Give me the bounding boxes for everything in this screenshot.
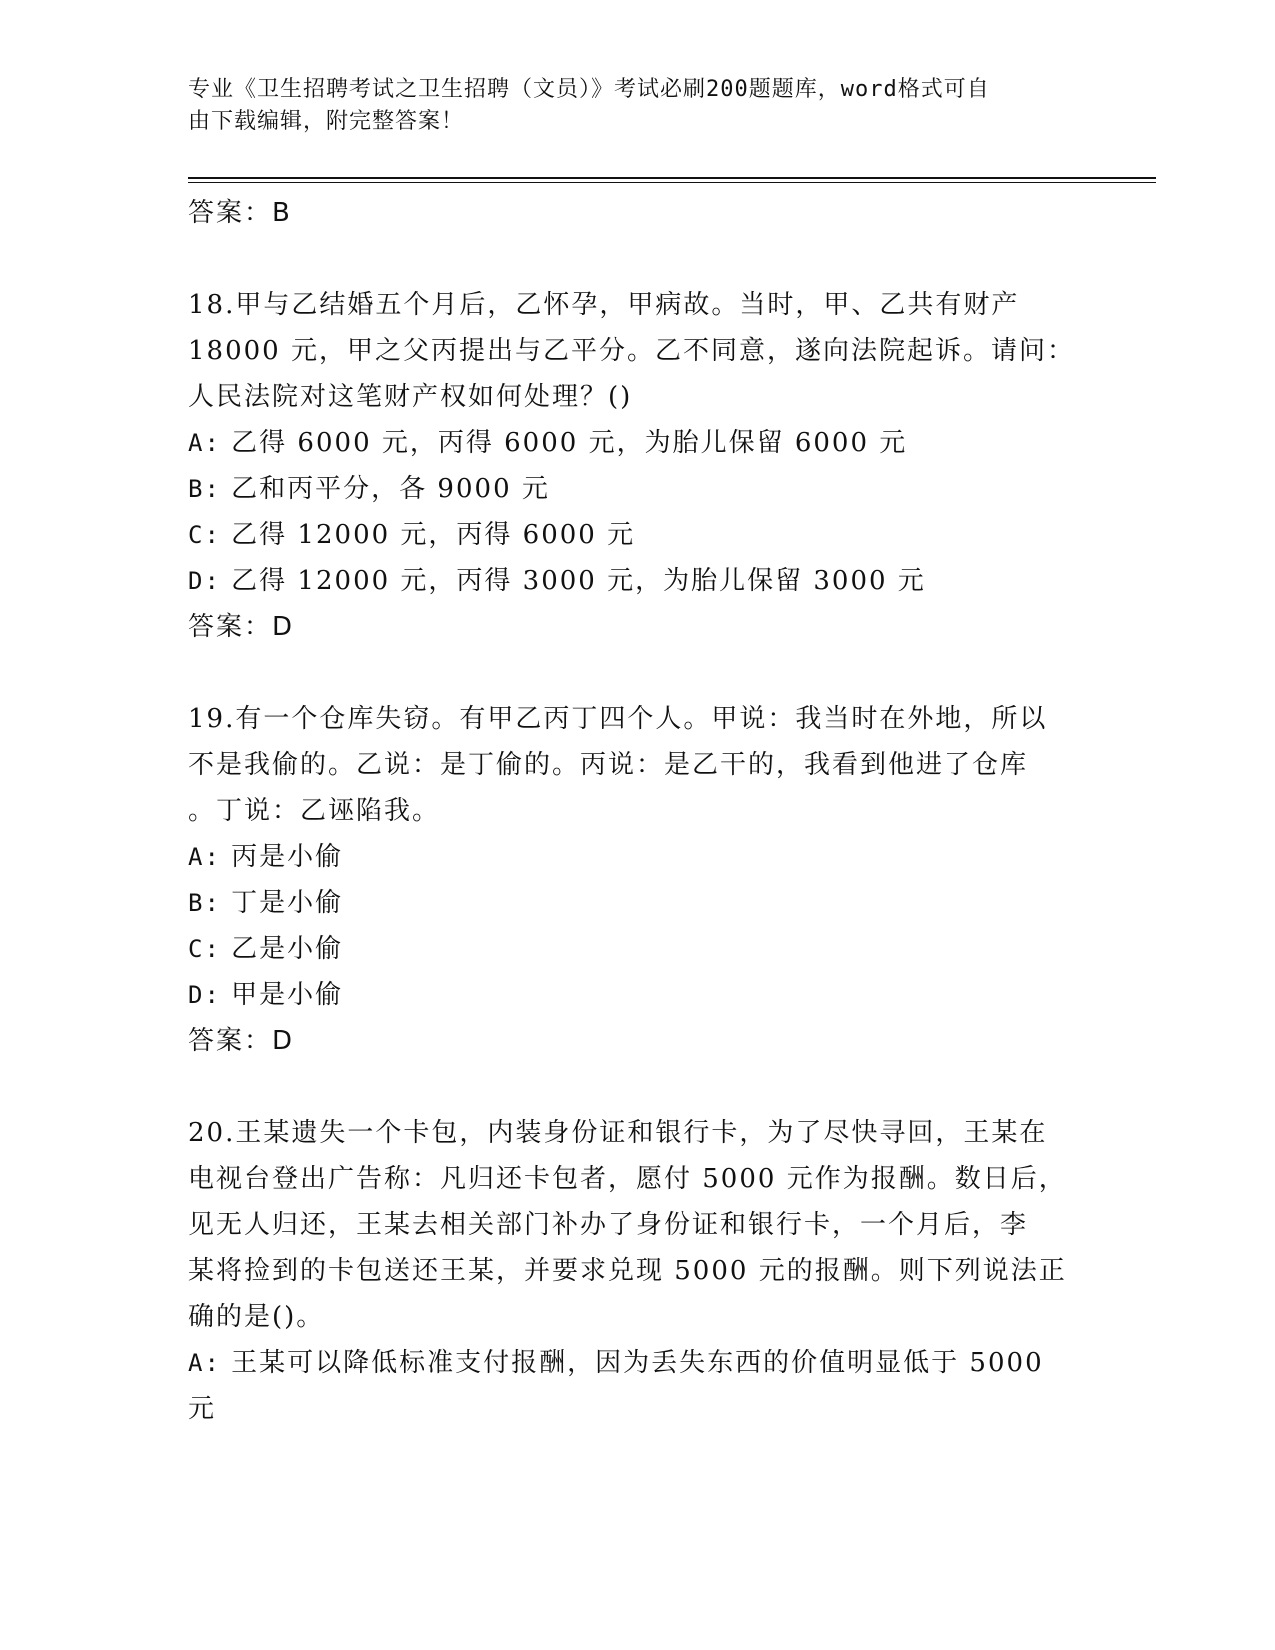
question-stem-line: 电视台登出广告称：凡归还卡包者，愿付 5000 元作为报酬。数日后， — [188, 1164, 1067, 1194]
question-content — [188, 190, 1088, 1432]
question-20 — [188, 1110, 1088, 1432]
question-stem-line: 人民法院对这笔财产权如何处理？() — [188, 382, 633, 412]
option-key: C: — [188, 521, 221, 549]
question-stem-line: 20.王某遗失一个卡包，内装身份证和银行卡，为了尽快寻回，王某在 — [188, 1118, 1048, 1148]
answer-line — [188, 1018, 1088, 1064]
option-text: 丁是小偷 — [231, 888, 344, 918]
option-text: 丙是小偷 — [231, 842, 344, 872]
option-key: A: — [188, 429, 221, 457]
question-stem-line: 不是我偷的。乙说：是丁偷的。丙说：是乙干的，我看到他进了仓库 — [188, 750, 1029, 780]
option-b — [188, 880, 1088, 926]
spacer — [188, 236, 1088, 282]
option-d — [188, 558, 1088, 604]
answer-value: D — [272, 1026, 295, 1056]
option-text: 甲是小偷 — [231, 980, 344, 1010]
option-text: 王某可以降低标准支付报酬，因为丢失东西的价值明显低于 5000 — [231, 1348, 1044, 1378]
question-19 — [188, 696, 1088, 1064]
answer-label: 答案： — [188, 1026, 273, 1056]
option-text: 乙得 12000 元，丙得 3000 元，为胎儿保留 3000 元 — [231, 566, 926, 596]
spacer — [188, 650, 1088, 696]
option-d — [188, 972, 1088, 1018]
answer-value: B — [272, 198, 292, 228]
option-text: 乙和丙平分，各 9000 元 — [231, 474, 550, 504]
header-divider-thin — [188, 182, 1156, 183]
option-a — [188, 420, 1088, 466]
answer-value: D — [272, 612, 295, 642]
answer-label: 答案： — [188, 198, 273, 228]
option-text: 乙得 6000 元，丙得 6000 元，为胎儿保留 6000 元 — [231, 428, 908, 458]
option-b — [188, 466, 1088, 512]
option-c — [188, 512, 1088, 558]
question-stem-line: 确的是()。 — [188, 1302, 325, 1332]
option-text: 乙得 12000 元，丙得 6000 元 — [231, 520, 636, 550]
header-line-2: 由下载编辑，附完整答案！ — [188, 109, 465, 134]
option-key: A: — [188, 843, 221, 871]
question-stem-line: 19.有一个仓库失窃。有甲乙丙丁四个人。甲说：我当时在外地，所以 — [188, 704, 1048, 734]
option-text: 乙是小偷 — [231, 934, 344, 964]
spacer — [188, 1064, 1088, 1110]
header-divider-thick — [188, 177, 1156, 179]
question-18 — [188, 282, 1088, 650]
answer-line-prev — [188, 190, 1088, 236]
question-stem-line: 见无人归还，王某去相关部门补办了身份证和银行卡，一个月后，李 — [188, 1210, 1029, 1240]
answer-line — [188, 604, 1088, 650]
option-key: A: — [188, 1349, 221, 1377]
answer-label: 答案： — [188, 612, 273, 642]
header-line-1: 专业《卫生招聘考试之卫生招聘（文员）》考试必刷200题题库，word格式可自 — [188, 77, 990, 102]
option-c — [188, 926, 1088, 972]
question-stem-line: 18.甲与乙结婚五个月后，乙怀孕，甲病故。当时，甲、乙共有财产 — [188, 290, 1020, 320]
question-stem-line: 18000 元，甲之父丙提出与乙平分。乙不同意，遂向法院起诉。请问： — [188, 336, 1075, 366]
option-key: B: — [188, 889, 221, 917]
option-a — [188, 834, 1088, 880]
option-key: B: — [188, 475, 221, 503]
option-key: C: — [188, 935, 221, 963]
option-text-continuation: 元 — [188, 1394, 217, 1424]
option-a — [188, 1340, 1088, 1432]
question-stem-line: 。丁说：乙诬陷我。 — [188, 796, 441, 826]
document-header — [188, 74, 1088, 138]
option-key: D: — [188, 567, 221, 595]
question-stem-line: 某将捡到的卡包送还王某，并要求兑现 5000 元的报酬。则下列说法正 — [188, 1256, 1067, 1286]
option-key: D: — [188, 981, 221, 1009]
